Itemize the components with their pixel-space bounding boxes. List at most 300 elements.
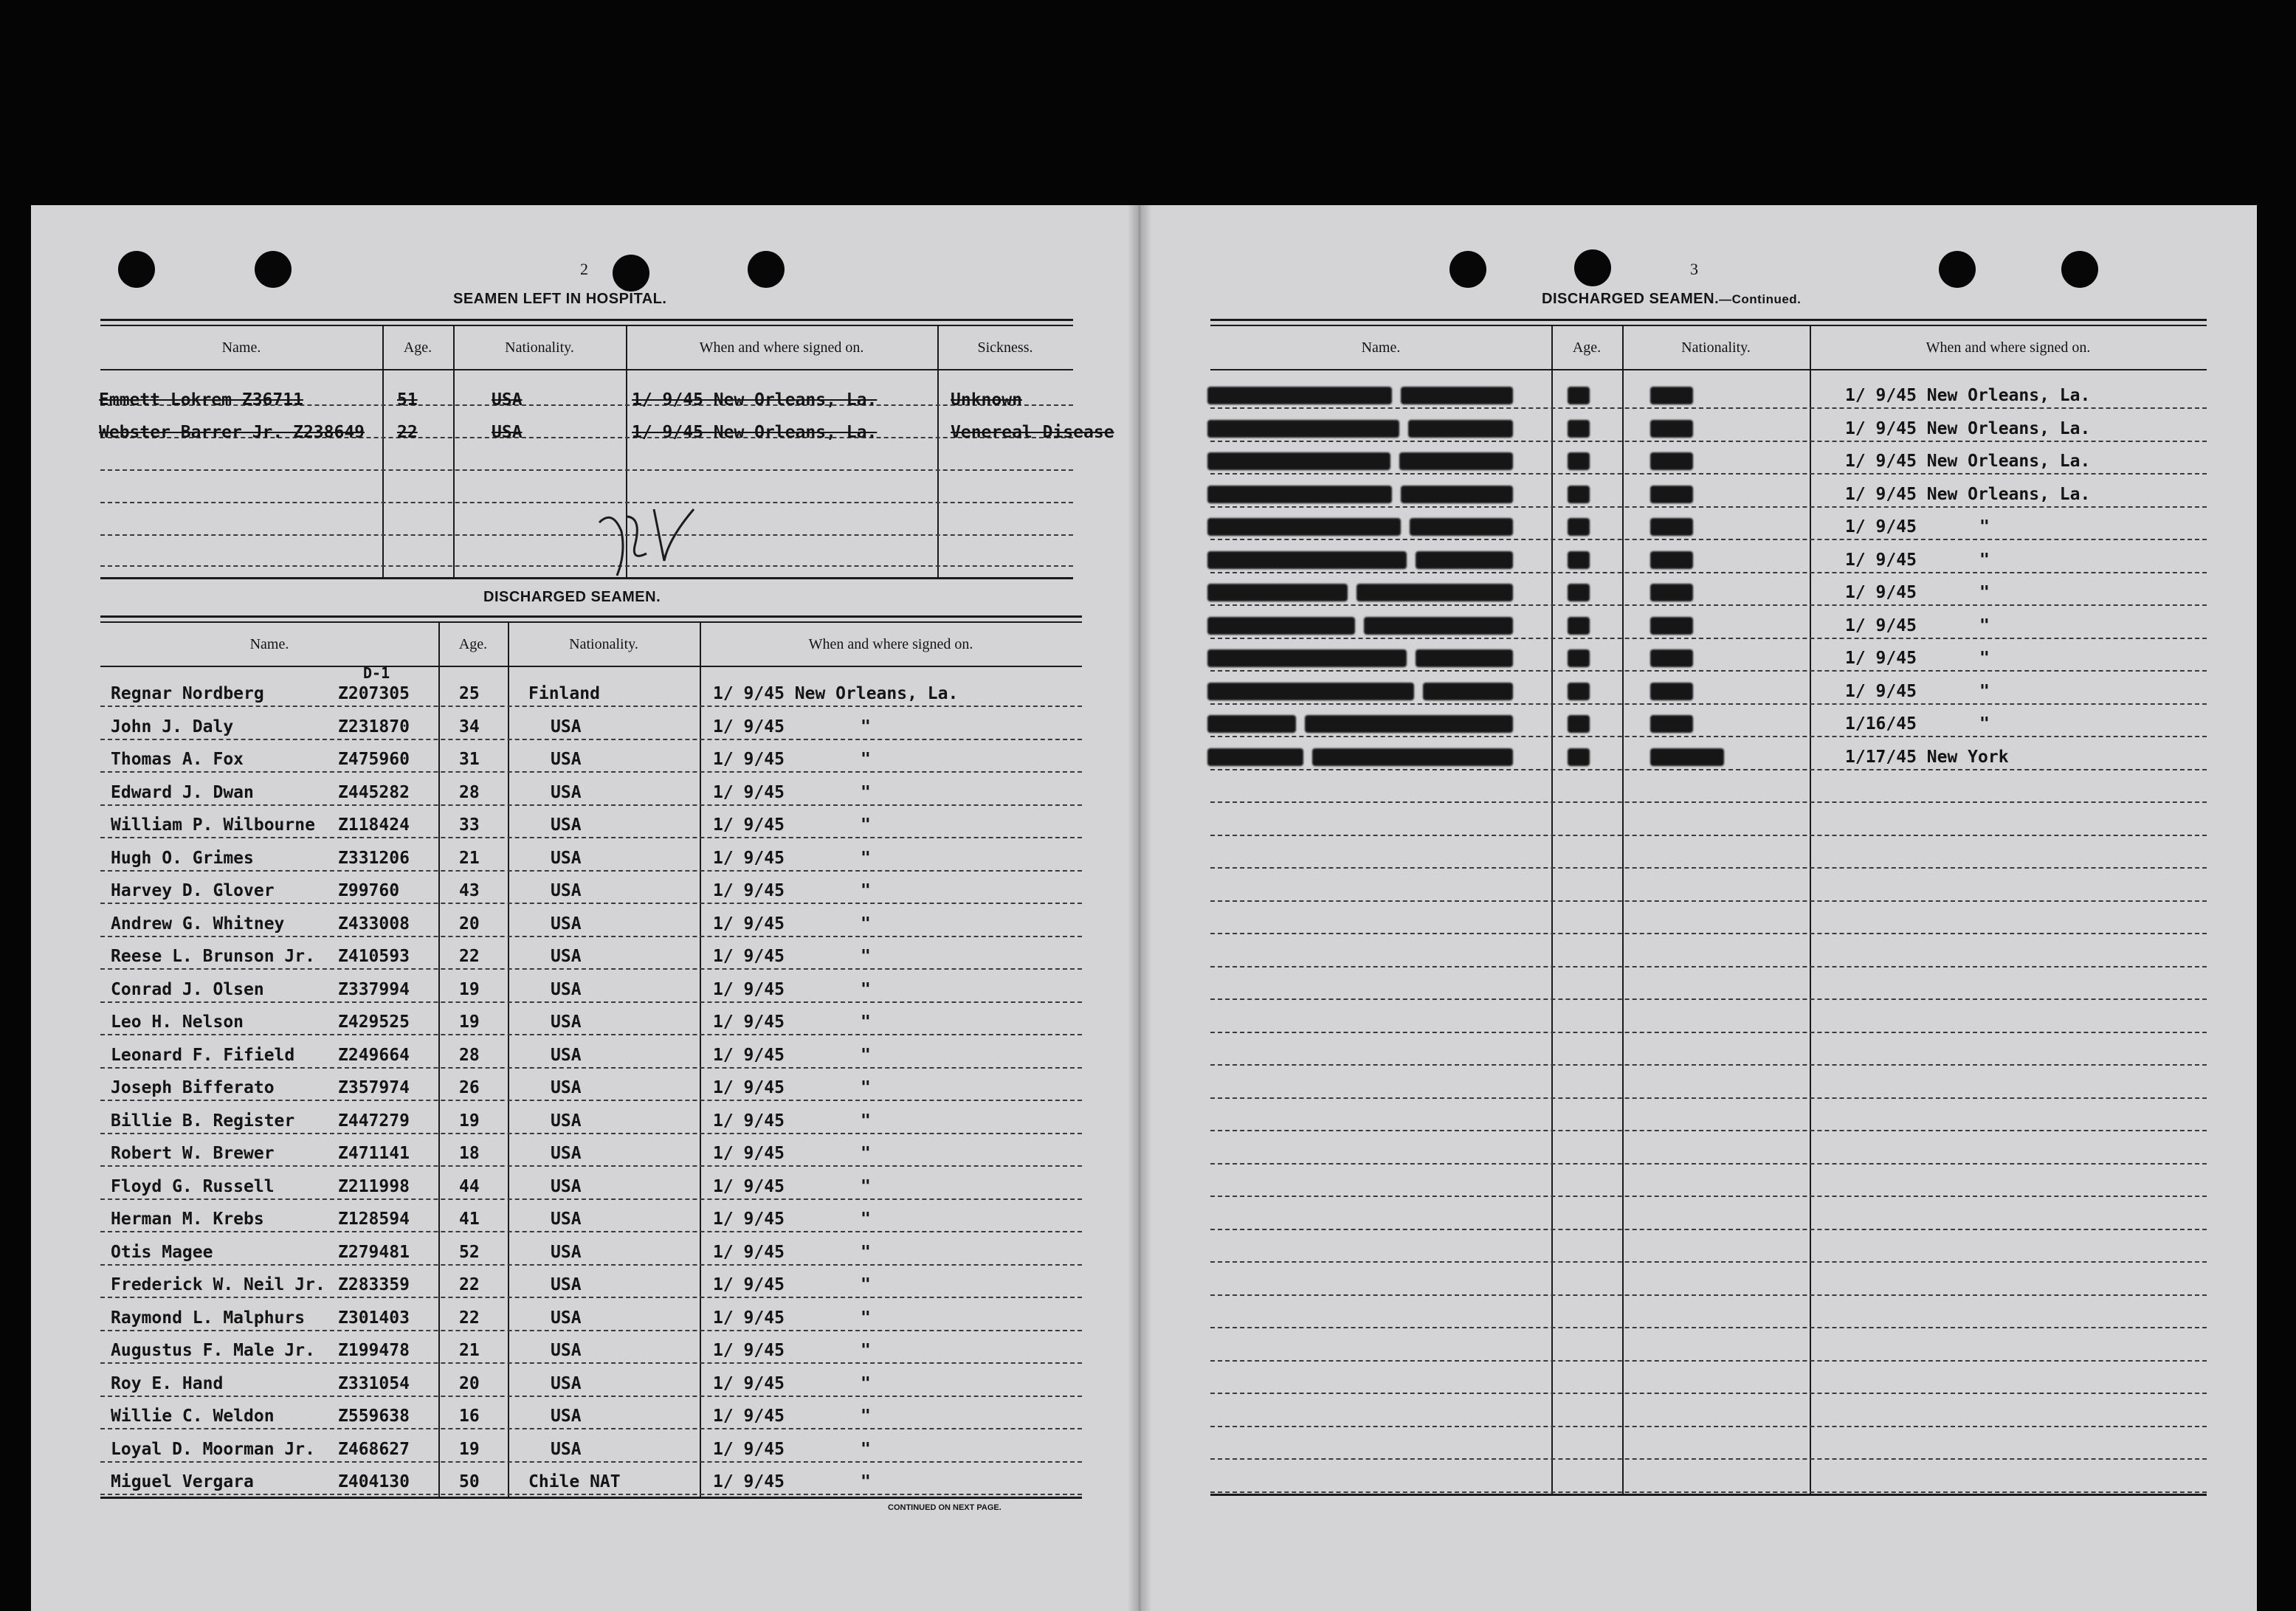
punch-hole xyxy=(1449,251,1486,288)
hospital-header-sickness: Sickness. xyxy=(977,339,1033,356)
hospital-nationality: USA xyxy=(492,423,523,442)
redacted-nationality xyxy=(1650,748,1724,766)
continued-signed: 1/ 9/45 New Orleans, La. xyxy=(1845,452,2091,471)
redacted-age xyxy=(1568,387,1590,404)
continued-signed: 1/ 9/45 xyxy=(1845,649,1917,668)
ditto-mark: " xyxy=(1979,583,1990,602)
row-rule xyxy=(100,804,1082,806)
redacted-number xyxy=(1399,452,1513,470)
row-rule xyxy=(100,870,1082,872)
discharged-signed: 1/ 9/45 xyxy=(713,1111,785,1131)
discharged-age: 52 xyxy=(459,1243,480,1262)
row-rule xyxy=(1210,441,2207,442)
discharged-signed: 1/ 9/45 xyxy=(713,849,785,868)
row-rule xyxy=(1210,1491,2207,1493)
discharged-age: 34 xyxy=(459,717,480,736)
discharged-age: 31 xyxy=(459,750,480,769)
discharged-age: 21 xyxy=(459,1341,480,1360)
redacted-number xyxy=(1364,617,1513,635)
page-spine xyxy=(1128,205,1151,1611)
discharged-nationality: USA xyxy=(551,914,582,934)
discharged-age: 33 xyxy=(459,815,480,835)
row-rule xyxy=(100,1100,1082,1101)
discharged-nationality: USA xyxy=(551,1308,582,1328)
row-rule xyxy=(100,1494,1082,1495)
row-rule xyxy=(1210,1426,2207,1427)
redacted-nationality xyxy=(1650,683,1693,700)
redacted-age xyxy=(1568,584,1590,601)
row-rule xyxy=(1210,1458,2207,1460)
discharged-name: Reese L. Brunson Jr. xyxy=(111,947,315,966)
ditto-mark: " xyxy=(861,1341,871,1360)
redacted-number xyxy=(1410,518,1513,536)
discharged-nationality: Chile NAT xyxy=(528,1472,621,1491)
col-divider xyxy=(508,623,509,1498)
discharged-age: 43 xyxy=(459,881,480,900)
hospital-sickness: Unknown xyxy=(951,390,1022,410)
seaman-number: Z331206 xyxy=(338,849,410,868)
hospital-header-age: Age. xyxy=(403,339,432,356)
redacted-name xyxy=(1207,748,1303,766)
rule xyxy=(1210,1494,2207,1496)
punch-hole xyxy=(118,251,155,288)
discharged-signed: 1/ 9/45 xyxy=(713,1275,785,1294)
redacted-nationality xyxy=(1650,452,1693,470)
continued-header-signed: When and where signed on. xyxy=(1926,339,2091,356)
ditto-mark: " xyxy=(861,1243,871,1262)
row-rule xyxy=(100,1461,1082,1463)
row-rule xyxy=(1210,1360,2207,1362)
row-rule xyxy=(100,1330,1082,1331)
row-rule xyxy=(1210,1196,2207,1197)
seaman-number: Z118424 xyxy=(338,815,410,835)
redacted-number xyxy=(1356,584,1513,601)
discharged-age: 22 xyxy=(459,1308,480,1328)
discharged-signed: 1/ 9/45 xyxy=(713,947,785,966)
discharged-name: Frederick W. Neil Jr. xyxy=(111,1275,325,1294)
redacted-age xyxy=(1568,486,1590,503)
ditto-mark: " xyxy=(1979,616,1990,635)
continued-signed: 1/ 9/45 xyxy=(1845,583,1917,602)
redacted-age xyxy=(1568,748,1590,766)
hospital-age: 22 xyxy=(397,423,418,442)
continued-header-age: Age. xyxy=(1572,339,1602,356)
seaman-number: Z249664 xyxy=(338,1046,410,1065)
discharged-nationality: USA xyxy=(551,1046,582,1065)
discharged-age: 19 xyxy=(459,1013,480,1032)
ditto-mark: " xyxy=(861,1275,871,1294)
discharged-name: Hugh O. Grimes xyxy=(111,849,254,868)
right-page xyxy=(1141,205,2257,1611)
row-rule xyxy=(100,1001,1082,1003)
row-rule xyxy=(1210,1229,2207,1230)
discharged-age: 50 xyxy=(459,1472,480,1491)
row-rule xyxy=(1210,506,2207,508)
seaman-number: Z337994 xyxy=(338,980,410,999)
row-rule xyxy=(1210,703,2207,705)
discharged-name: Regnar Nordberg xyxy=(111,684,264,703)
redacted-age xyxy=(1568,649,1590,667)
seaman-number: Z99760 xyxy=(338,881,400,900)
hospital-sickness: Venereal Disease xyxy=(951,423,1114,442)
seaman-number: Z468627 xyxy=(338,1440,410,1459)
col-divider xyxy=(1810,326,1811,1494)
row-rule xyxy=(1210,1327,2207,1328)
ditto-mark: " xyxy=(861,980,871,999)
redacted-age xyxy=(1568,683,1590,700)
hospital-name: Webster Barrer Jr. Z238649 xyxy=(99,423,365,442)
discharged-nationality: USA xyxy=(551,783,582,802)
hospital-name: Emmett Lokrem Z36711 xyxy=(99,390,303,410)
discharged-nationality: USA xyxy=(551,1144,582,1163)
discharged-age: 28 xyxy=(459,783,480,802)
row-rule xyxy=(1210,670,2207,672)
discharged-signed: 1/ 9/45 New Orleans, La. xyxy=(713,684,959,703)
col-divider xyxy=(453,326,455,577)
seaman-number: Z301403 xyxy=(338,1308,410,1328)
seaman-number: Z357974 xyxy=(338,1078,410,1097)
discharged-continued-title-suffix: —Continued. xyxy=(1719,292,1802,306)
discharged-signed: 1/ 9/45 xyxy=(713,1210,785,1229)
left-page xyxy=(31,205,1140,1611)
seaman-number: Z433008 xyxy=(338,914,410,934)
redacted-nationality xyxy=(1650,551,1693,569)
row-rule xyxy=(100,1198,1082,1200)
discharged-name: Raymond L. Malphurs xyxy=(111,1308,306,1328)
row-rule xyxy=(1210,604,2207,606)
row-rule xyxy=(1210,1393,2207,1394)
redacted-name xyxy=(1207,486,1392,503)
discharged-age: 44 xyxy=(459,1177,480,1196)
hospital-signed: 1/ 9/45 New Orleans, La. xyxy=(632,423,878,442)
row-rule xyxy=(1210,900,2207,902)
rule xyxy=(1210,319,2207,321)
discharged-signed: 1/ 9/45 xyxy=(713,1374,785,1393)
ditto-mark: " xyxy=(1979,649,1990,668)
continued-header-name: Name. xyxy=(1361,339,1401,356)
discharged-nationality: USA xyxy=(551,980,582,999)
discharged-nationality: USA xyxy=(551,1407,582,1426)
discharged-name: Roy E. Hand xyxy=(111,1374,224,1393)
discharged-signed: 1/ 9/45 xyxy=(713,1472,785,1491)
ditto-mark: " xyxy=(861,849,871,868)
continued-header-nationality: Nationality. xyxy=(1681,339,1751,356)
page-number: 3 xyxy=(1690,260,1698,278)
discharged-nationality: USA xyxy=(551,815,582,835)
row-rule xyxy=(100,739,1082,740)
discharged-nationality: USA xyxy=(551,881,582,900)
discharged-signed: 1/ 9/45 xyxy=(713,881,785,900)
continued-note: CONTINUED ON NEXT PAGE. xyxy=(888,1503,1002,1512)
ditto-mark: " xyxy=(861,1177,871,1196)
col-divider xyxy=(700,623,701,1498)
redacted-number xyxy=(1416,649,1513,667)
row-rule xyxy=(1210,966,2207,967)
discharged-name: William P. Wilbourne xyxy=(111,815,315,835)
discharged-signed: 1/ 9/45 xyxy=(713,717,785,736)
ditto-mark: " xyxy=(861,1046,871,1065)
ditto-mark: " xyxy=(861,1407,871,1426)
discharged-name: Leonard F. Fifield xyxy=(111,1046,295,1065)
ditto-mark: " xyxy=(861,1308,871,1328)
row-rule xyxy=(1210,1130,2207,1131)
redacted-number xyxy=(1401,387,1513,404)
discharged-signed: 1/ 9/45 xyxy=(713,1440,785,1459)
row-rule xyxy=(1210,801,2207,803)
ditto-mark: " xyxy=(861,881,871,900)
discharged-name: Miguel Vergara xyxy=(111,1472,254,1491)
punch-hole xyxy=(1574,249,1611,286)
redacted-name xyxy=(1207,551,1407,569)
discharged-signed: 1/ 9/45 xyxy=(713,1407,785,1426)
discharged-nationality: USA xyxy=(551,1243,582,1262)
discharged-age: 21 xyxy=(459,849,480,868)
discharged-section-title: DISCHARGED SEAMEN. xyxy=(483,589,661,605)
row-rule xyxy=(100,1067,1082,1069)
discharged-signed: 1/ 9/45 xyxy=(713,914,785,934)
discharged-nationality: USA xyxy=(551,1078,582,1097)
rule xyxy=(100,1497,1082,1499)
discharged-age: 22 xyxy=(459,947,480,966)
rule xyxy=(100,319,1073,321)
row-rule xyxy=(100,1362,1082,1364)
redacted-nationality xyxy=(1650,584,1693,601)
continued-signed: 1/ 9/45 xyxy=(1845,551,1917,570)
discharged-nationality: USA xyxy=(551,1111,582,1131)
row-rule xyxy=(100,936,1082,937)
ditto-mark: " xyxy=(861,1210,871,1229)
discharged-name: Leo H. Nelson xyxy=(111,1013,244,1032)
discharged-name: Herman M. Krebs xyxy=(111,1210,264,1229)
row-rule xyxy=(1210,407,2207,409)
row-rule xyxy=(1210,473,2207,475)
redacted-number xyxy=(1423,683,1513,700)
redacted-nationality xyxy=(1650,486,1693,503)
discharged-age: 41 xyxy=(459,1210,480,1229)
redacted-name xyxy=(1207,683,1414,700)
discharged-age: 28 xyxy=(459,1046,480,1065)
row-rule xyxy=(100,968,1082,970)
redacted-number xyxy=(1401,486,1513,503)
discharged-nationality: USA xyxy=(551,849,582,868)
hospital-signed: 1/ 9/45 New Orleans, La. xyxy=(632,390,878,410)
discharged-signed: 1/ 9/45 xyxy=(713,1144,785,1163)
discharged-name: Joseph Bifferato xyxy=(111,1078,275,1097)
seaman-number: Z429525 xyxy=(338,1013,410,1032)
redacted-age xyxy=(1568,420,1590,438)
discharged-name: Thomas A. Fox xyxy=(111,750,244,769)
ditto-mark: " xyxy=(861,1144,871,1163)
row-rule xyxy=(1210,835,2207,836)
discharged-name: John J. Daly xyxy=(111,717,234,736)
discharged-nationality: USA xyxy=(551,1177,582,1196)
redacted-nationality xyxy=(1650,420,1693,438)
redacted-name xyxy=(1207,649,1407,667)
discharged-name: Willie C. Weldon xyxy=(111,1407,275,1426)
rule xyxy=(100,615,1082,618)
ditto-mark: " xyxy=(861,750,871,769)
ditto-mark: " xyxy=(1979,714,1990,734)
discharged-continued-title xyxy=(1542,291,1801,308)
discharged-age: 19 xyxy=(459,1111,480,1131)
discharged-header-age: Age. xyxy=(458,636,488,652)
discharged-nationality: USA xyxy=(551,1013,582,1032)
row-rule xyxy=(100,1165,1082,1167)
discharged-signed: 1/ 9/45 xyxy=(713,1243,785,1262)
discharged-signed: 1/ 9/45 xyxy=(713,1013,785,1032)
row-rule xyxy=(1210,539,2207,540)
redacted-name xyxy=(1207,715,1296,733)
rule xyxy=(1210,325,2207,326)
discharged-nationality: USA xyxy=(551,1275,582,1294)
row-rule xyxy=(100,1034,1082,1035)
seaman-number: Z231870 xyxy=(338,717,410,736)
seaman-number: Z404130 xyxy=(338,1472,410,1491)
ditto-mark: " xyxy=(1979,682,1990,701)
col-divider xyxy=(1551,326,1553,1494)
discharged-header-name: Name. xyxy=(249,636,289,652)
row-rule xyxy=(1210,998,2207,1000)
continued-signed: 1/ 9/45 xyxy=(1845,682,1917,701)
discharged-age: 26 xyxy=(459,1078,480,1097)
discharged-name: Harvey D. Glover xyxy=(111,881,275,900)
col-divider xyxy=(438,623,440,1498)
redacted-age xyxy=(1568,518,1590,536)
continued-signed: 1/ 9/45 New Orleans, La. xyxy=(1845,485,2091,504)
redacted-nationality xyxy=(1650,649,1693,667)
ditto-mark: " xyxy=(861,783,871,802)
discharged-signed: 1/ 9/45 xyxy=(713,1177,785,1196)
redacted-name xyxy=(1207,452,1390,470)
discharged-name: Robert W. Brewer xyxy=(111,1144,275,1163)
ditto-mark: " xyxy=(861,914,871,934)
discharged-signed: 1/ 9/45 xyxy=(713,1341,785,1360)
seaman-number: Z283359 xyxy=(338,1275,410,1294)
redacted-number xyxy=(1408,420,1513,438)
discharged-header-nationality: Nationality. xyxy=(569,636,638,652)
discharged-age: 25 xyxy=(459,684,480,703)
rule xyxy=(100,666,1082,667)
seaman-number: Z559638 xyxy=(338,1407,410,1426)
row-rule xyxy=(1210,769,2207,770)
punch-hole xyxy=(1939,251,1976,288)
ditto-mark: " xyxy=(861,947,871,966)
row-rule xyxy=(1210,1032,2207,1033)
discharged-age: 20 xyxy=(459,914,480,934)
ditto-mark: " xyxy=(861,717,871,736)
redacted-name xyxy=(1207,420,1399,438)
row-rule xyxy=(100,706,1082,707)
punch-hole xyxy=(748,251,785,288)
redacted-nationality xyxy=(1650,715,1693,733)
ditto-mark: " xyxy=(861,815,871,835)
discharged-name: Otis Magee xyxy=(111,1243,213,1262)
discharged-name: Augustus F. Male Jr. xyxy=(111,1341,315,1360)
seaman-number: Z475960 xyxy=(338,750,410,769)
row-rule xyxy=(1210,1294,2207,1296)
continued-signed: 1/ 9/45 New Orleans, La. xyxy=(1845,386,2091,405)
seaman-number: Z410593 xyxy=(338,947,410,966)
redacted-name xyxy=(1207,387,1392,404)
rule xyxy=(100,325,1073,326)
discharged-nationality: USA xyxy=(551,1440,582,1459)
seaman-number: Z279481 xyxy=(338,1243,410,1262)
discharged-name: Edward J. Dwan xyxy=(111,783,254,802)
row-rule xyxy=(1210,736,2207,737)
hospital-age: 51 xyxy=(397,390,418,410)
discharged-nationality: USA xyxy=(551,1374,582,1393)
discharged-age: 20 xyxy=(459,1374,480,1393)
row-rule xyxy=(100,1428,1082,1429)
redacted-nationality xyxy=(1650,518,1693,536)
redacted-age xyxy=(1568,551,1590,569)
row-rule xyxy=(1210,867,2207,869)
seaman-number: Z199478 xyxy=(338,1341,410,1360)
rule xyxy=(1210,369,2207,370)
seaman-number: Z471141 xyxy=(338,1144,410,1163)
ditto-mark: " xyxy=(861,1472,871,1491)
ditto-mark: " xyxy=(861,1013,871,1032)
discharged-name: Conrad J. Olsen xyxy=(111,980,264,999)
handwritten-initials xyxy=(583,465,716,583)
ditto-mark: " xyxy=(861,1440,871,1459)
discharged-nationality: USA xyxy=(551,750,582,769)
discharged-signed: 1/ 9/45 xyxy=(713,815,785,835)
row-rule xyxy=(100,837,1082,838)
ditto-mark: " xyxy=(861,1111,871,1131)
punch-hole xyxy=(2061,251,2098,288)
redacted-nationality xyxy=(1650,617,1693,635)
continued-signed: 1/17/45 New York xyxy=(1845,748,2009,767)
discharged-age: 18 xyxy=(459,1144,480,1163)
redacted-number xyxy=(1312,748,1513,766)
hospital-header-nationality: Nationality. xyxy=(505,339,574,356)
ditto-mark: " xyxy=(861,1374,871,1393)
hospital-nationality: USA xyxy=(492,390,523,410)
discharged-name: Loyal D. Moorman Jr. xyxy=(111,1440,315,1459)
discharged-header-signed: When and where signed on. xyxy=(808,636,973,652)
discharged-nationality: USA xyxy=(551,717,582,736)
col-divider xyxy=(1622,326,1624,1494)
punch-hole xyxy=(255,251,292,288)
row-rule xyxy=(1210,933,2207,934)
row-rule xyxy=(1210,1163,2207,1165)
continued-signed: 1/ 9/45 New Orleans, La. xyxy=(1845,419,2091,438)
redacted-number xyxy=(1416,551,1513,569)
row-rule xyxy=(100,1133,1082,1134)
col-divider xyxy=(937,326,939,577)
seaman-number: Z331054 xyxy=(338,1374,410,1393)
row-rule xyxy=(1210,638,2207,639)
row-rule xyxy=(100,1231,1082,1232)
discharged-age: 19 xyxy=(459,980,480,999)
rule xyxy=(100,369,1073,370)
row-rule xyxy=(100,903,1082,904)
ditto-mark: " xyxy=(1979,517,1990,537)
redacted-name xyxy=(1207,518,1401,536)
hospital-header-name: Name. xyxy=(221,339,261,356)
discharged-signed: 1/ 9/45 xyxy=(713,1078,785,1097)
redacted-age xyxy=(1568,452,1590,470)
discharged-name: Floyd G. Russell xyxy=(111,1177,275,1196)
continued-signed: 1/ 9/45 xyxy=(1845,616,1917,635)
seaman-number: Z445282 xyxy=(338,783,410,802)
row-rule xyxy=(1210,1261,2207,1263)
discharged-age: 19 xyxy=(459,1440,480,1459)
discharged-signed: 1/ 9/45 xyxy=(713,980,785,999)
redacted-nationality xyxy=(1650,387,1693,404)
row-rule xyxy=(100,1297,1082,1298)
